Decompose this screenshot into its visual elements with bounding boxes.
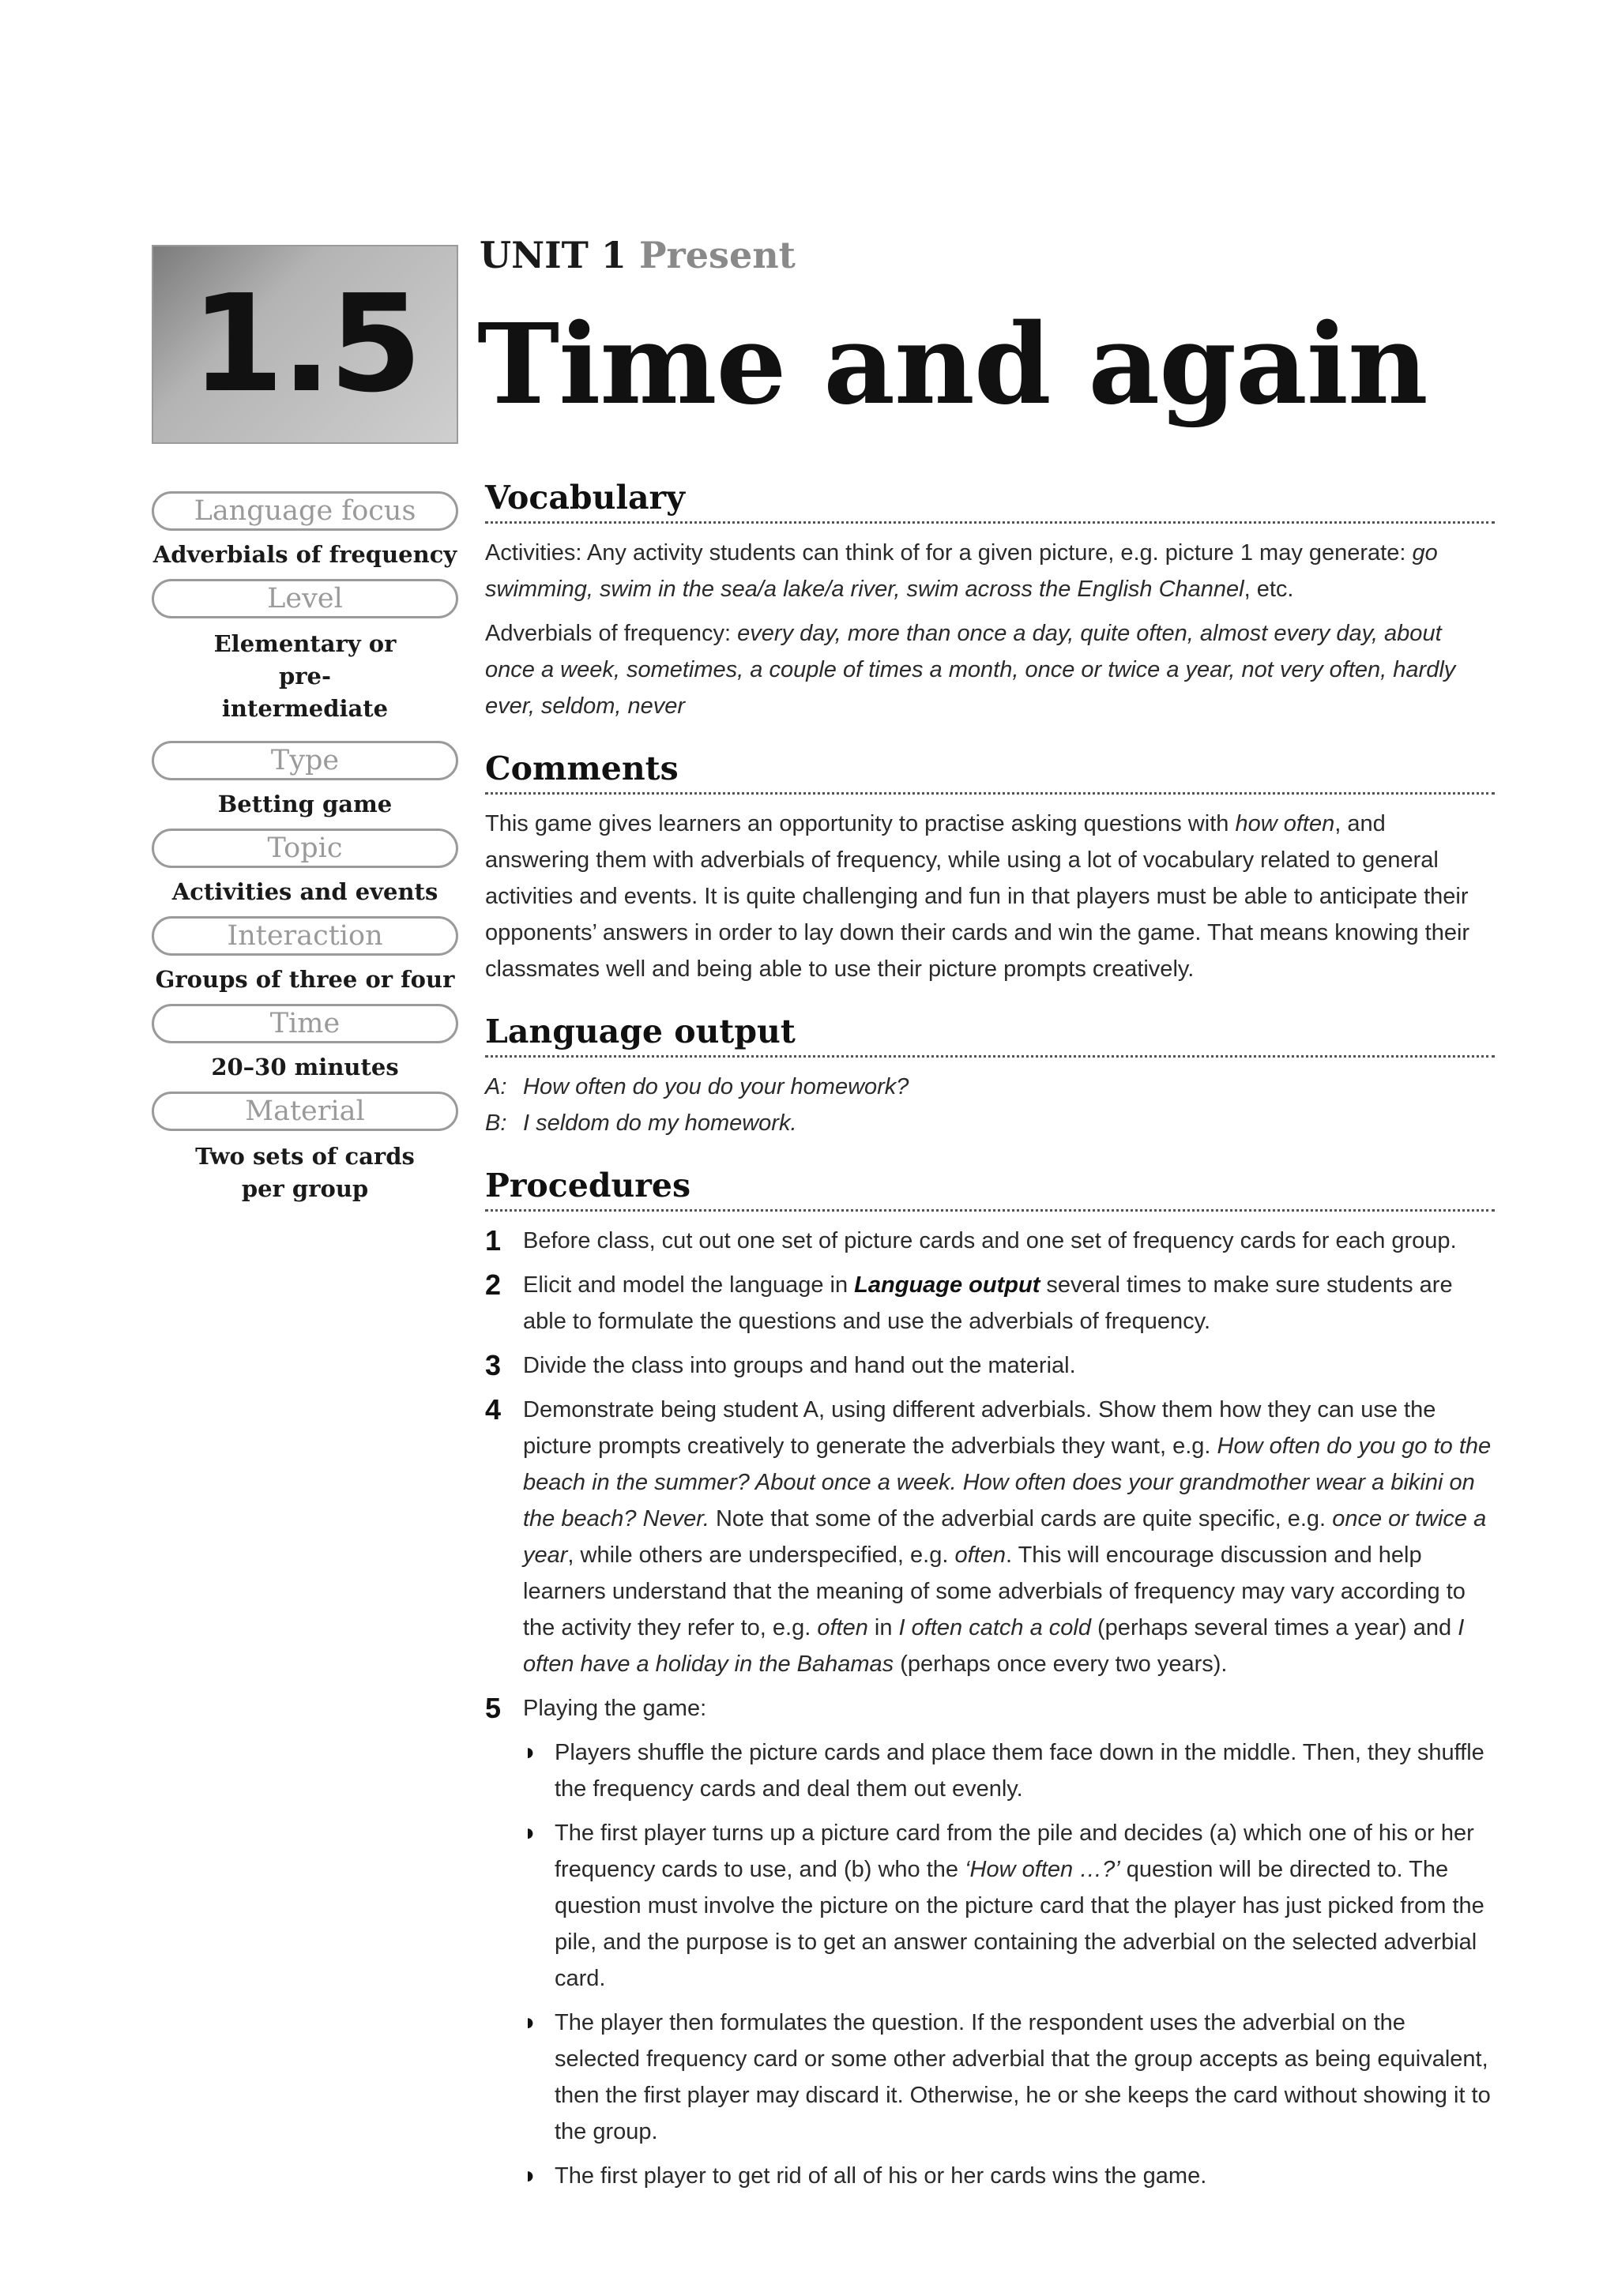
game-rule-bullet [523,2005,1495,2150]
bullet-icon: ◗ [523,1739,538,1765]
step-text [523,1690,1495,2194]
comments-tail: , and answering them with adverbials of frequency, while using a lot of vocabulary related to general activities and events. It is quite challenging and fun in that players must be able to anticipate their opponents’ answers in order to lay down their cards and win the game. That means knowing their classmates well and being able to use their picture prompts creatively. [485,811,1470,982]
sidebar-value-interaction: Groups of three or four [155,966,455,993]
step-4-example-3: often [954,1543,1006,1568]
main-content [485,479,1495,2219]
sidebar-value-type: Betting game [217,791,393,817]
sidebar-label-interaction: Interaction [152,916,458,956]
sidebar-value-level: Elementary or pre-intermediate [213,630,397,722]
comments-lead: This game gives learners an opportunity to practise asking questions with [485,811,1236,836]
vocabulary-activities-examples: go swimming, swim in the sea/a lake/a river, swim across the English Channel [485,540,1438,602]
vocabulary-activities-tail: , etc. [1244,577,1294,602]
step-4-example-6: I often have a holiday in the Bahamas [523,1615,1465,1677]
sidebar-value-material: Two sets of cards per group [195,1143,415,1202]
vocabulary-adverbials-lead: Adverbials of frequency: [485,621,738,646]
unit-word: UNIT 1 [480,234,627,276]
step-number: 1 [485,1224,502,1257]
dialogue-text-b: I seldom do my homework. [523,1110,797,1136]
activity-info-sidebar [152,491,458,1221]
bullet-text: The first player to get rid of all of his or her cards wins the game. [555,2163,1207,2189]
step-4-text-5: in [867,1615,899,1640]
bullet-icon: ◗ [523,1820,538,1846]
step-text [523,1267,1495,1340]
step-number: 4 [485,1393,502,1426]
comments-heading: Comments [485,750,1495,795]
step-number: 2 [485,1268,502,1301]
bullet-text [555,1815,1495,1997]
comments-emphasis: how often [1235,811,1335,836]
procedure-step-5 [485,1690,1495,2194]
dialogue-line [485,1069,1495,1105]
step-4-text-2: Note that some of the adverbial cards are quite specific, e.g. [709,1506,1333,1531]
step-number: 3 [485,1349,502,1381]
vocabulary-adverbials [485,615,1495,724]
procedures-heading: Procedures [485,1167,1495,1212]
bullet-text: The player then formulates the question. If the respondent uses the adverbial on the selected frequency card or some other adverbial that the group accepts as being equivalent, then the first player may discard it. Otherwise, he or she keeps the card without showing it to the group. [555,2010,1491,2144]
procedure-step-3 [485,1347,1495,1384]
game-rule-bullet [523,1734,1495,1807]
language-output-section [485,1013,1495,1141]
step-text: Before class, cut out one set of picture cards and one set of frequency cards for each group. [523,1228,1457,1253]
unit-number-box [152,245,458,444]
step-4-example-4: often [817,1615,868,1640]
step-4-example-1: How often do you go to the beach in the summer? About once a week. How often does your grandmother wear a bikini on the beach? Never. [523,1434,1492,1531]
bullet-2-lead: The first player turns up a picture card from the pile and decides (a) which one of his or her frequency cards to use, and (b) who the [555,1821,1474,1882]
unit-topic: Present [638,234,796,276]
vocabulary-heading: Vocabulary [485,479,1495,524]
bullet-icon: ◗ [523,2163,538,2189]
dialogue-text-a: How often do you do your homework? [523,1074,909,1099]
step-4-example-5: I often catch a cold [898,1615,1091,1640]
vocabulary-activities [485,535,1495,607]
step-text [523,1392,1495,1682]
game-rule-bullet [523,1815,1495,1997]
step-5-intro: Playing the game: [523,1696,707,1721]
bullet-2-question: ‘How often …?’ [965,1857,1120,1882]
speaker-b: B: [485,1110,507,1136]
sidebar-label-material: Material [152,1092,458,1131]
step-4-text-6: (perhaps several times a year) and [1090,1615,1458,1640]
comments-section [485,750,1495,987]
speaker-a: A: [485,1074,507,1099]
bullet-2-tail: question will be directed to. The question must involve the picture on the picture card that the player has just picked from the pile, and the purpose is to get an answer containing the adverbial on the selected adverbial card. [555,1857,1484,1991]
procedure-step-1 [485,1223,1495,1259]
sidebar-value-topic: Activities and events [171,878,438,905]
step-4-text-4: . This will encourage discussion and help learners understand that the meaning of some adverbials of frequency may vary according to the activity they refer to, e.g. [523,1543,1466,1640]
vocabulary-section [485,479,1495,724]
step-2-tail: several times to make sure students are able to formulate the questions and use the adverbials of frequency. [523,1272,1453,1334]
sidebar-label-type: Type [152,741,458,780]
sidebar-label-time: Time [152,1004,458,1043]
game-rule-bullet [523,2158,1495,2194]
language-output-heading: Language output [485,1013,1495,1058]
sidebar-label-level: Level [152,579,458,618]
sidebar-value-language-focus: Adverbials of frequency [152,541,457,568]
sidebar-value-time: 20–30 minutes [211,1054,399,1080]
step-number: 5 [485,1692,502,1724]
step-4-text-1: Demonstrate being student A, using different adverbials. Show them how they can use the picture prompts creatively to generate the adverbials they want, e.g. [523,1397,1436,1459]
unit-number: 1.5 [190,266,420,423]
sidebar-label-language-focus: Language focus [152,491,458,531]
vocabulary-activities-lead: Activities: Any activity students can think of for a given picture, e.g. picture 1 may generate: [485,540,1413,566]
procedure-step-2 [485,1267,1495,1340]
procedures-section [485,1167,1495,2194]
dialogue-line [485,1105,1495,1141]
unit-label [480,234,796,276]
sidebar-label-topic: Topic [152,829,458,868]
step-4-text-7: (perhaps once every two years). [894,1652,1228,1677]
step-2-reference: Language output [854,1272,1040,1298]
bullet-text: Players shuffle the picture cards and place them face down in the middle. Then, they shuffle the frequency cards and deal them out evenly. [555,1740,1484,1802]
procedure-step-4 [485,1392,1495,1682]
step-4-example-2: once or twice a year [523,1506,1487,1568]
step-2-lead: Elicit and model the language in [523,1272,855,1298]
bullet-icon: ◗ [523,2009,538,2035]
vocabulary-adverbials-list: every day, more than once a day, quite often, almost every day, about once a week, sometimes, a couple of times a month, once or twice a year, not very often, hardly ever, seldom, never [485,621,1456,719]
step-4-text-3: , while others are underspecified, e.g. [567,1543,955,1568]
comments-paragraph [485,806,1495,987]
page-title: Time and again [477,300,1428,430]
step-text: Divide the class into groups and hand out the material. [523,1353,1076,1378]
